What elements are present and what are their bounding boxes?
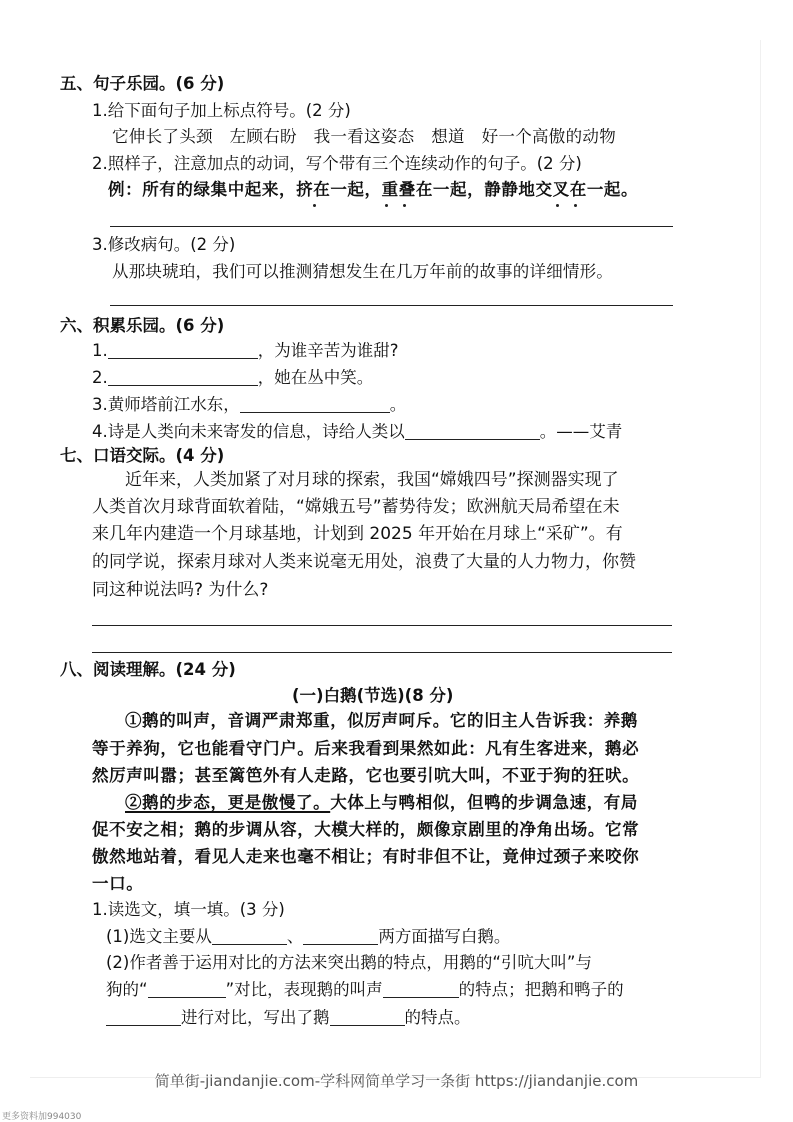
s7-paragraph-line: 同这种说法吗? 为什么? bbox=[92, 580, 269, 600]
emphasis-dot bbox=[385, 204, 388, 207]
s7-paragraph-line: 近年来，人类加紧了对月球的探索，我国“嫦娥四号”探测器实现了 bbox=[125, 470, 619, 490]
answer-line[interactable] bbox=[110, 305, 673, 306]
s5-q1-text: 它伸长了头颈 左顾右盼 我一看这姿态 想道 好一个高傲的动物 bbox=[112, 127, 616, 146]
s6-item-3 bbox=[92, 395, 406, 415]
section-7-heading: 七、口语交际。(4 分) bbox=[60, 446, 225, 465]
emphasis-dot bbox=[574, 204, 577, 207]
passage-line: 等于养狗，它也能看守门户。后来我看到果然如此：凡有生客进来，鹅必 bbox=[92, 739, 640, 758]
underlined-sentence: ②鹅的步态，更是傲慢了。 bbox=[125, 793, 331, 812]
s5-q2-example bbox=[108, 180, 638, 200]
passage-line bbox=[125, 793, 638, 813]
item-text: ，她在丛中笑。 bbox=[257, 368, 374, 387]
emphasis-dot bbox=[313, 204, 316, 207]
example-part: 在一起。 bbox=[569, 180, 639, 199]
item-number: 2. bbox=[92, 368, 108, 387]
example-part: 例：所有的绿集中起来， bbox=[108, 180, 297, 199]
passage-title: (一)白鹅(节选)(8 分) bbox=[292, 686, 454, 705]
corner-note: 更多资料加994030 bbox=[2, 1112, 82, 1122]
q-text: 两方面描写白鹅。 bbox=[378, 927, 511, 946]
section-8-heading: 八、阅读理解。(24 分) bbox=[60, 660, 236, 679]
item-text: 。——艾青 bbox=[539, 422, 623, 441]
example-dotted-verb: 交叉 bbox=[535, 180, 570, 199]
item-text: 。 bbox=[389, 395, 407, 414]
fill-blank[interactable] bbox=[330, 1009, 405, 1026]
s5-q3: 3.修改病句。(2 分) bbox=[92, 235, 236, 254]
fill-blank[interactable] bbox=[303, 928, 378, 945]
passage-line: 然厉声叫嚣；甚至篱笆外有人走路，它也要引吭大叫，不亚于狗的狂吠。 bbox=[92, 766, 640, 785]
passage-line: 一口。 bbox=[92, 874, 144, 893]
s7-paragraph-line: 来几年内建造一个月球基地，计划到 2025 年开始在月球上“采矿”。有 bbox=[92, 524, 623, 544]
q-text: (1)选文主要从 bbox=[106, 927, 212, 946]
s6-item-2 bbox=[92, 368, 373, 388]
s8-q1: 1.读选文，填一填。(3 分) bbox=[92, 900, 285, 919]
example-part: 在一起， bbox=[313, 180, 382, 199]
section-5-heading: 五、句子乐园。(6 分) bbox=[60, 74, 225, 93]
fill-blank[interactable] bbox=[212, 928, 287, 945]
fill-blank[interactable] bbox=[148, 981, 226, 998]
fill-blank[interactable] bbox=[106, 1009, 181, 1026]
example-dotted-verb: 挤 bbox=[296, 180, 314, 199]
passage-line: 促不安之相；鹅的步调从容，大模大样的，颇像京剧里的净角出场。它常 bbox=[92, 820, 640, 839]
passage-line: 傲然地站着，看见人走来也毫不相让；有时非但不让，竟伸过颈子来咬你 bbox=[92, 847, 640, 866]
passage-text: 大体上与鸭相似，但鸭的步调急速，有局 bbox=[330, 793, 639, 812]
s7-paragraph-line: 的同学说，探索月球对人类来说毫无用处，浪费了大量的人力物力，你赞 bbox=[92, 552, 636, 572]
answer-line[interactable] bbox=[92, 625, 672, 626]
item-text: 4.诗是人类向未来寄发的信息，诗给人类以 bbox=[92, 422, 405, 441]
example-part: 在一起，静静地 bbox=[415, 180, 536, 199]
s8-q1-part1 bbox=[106, 927, 510, 947]
section-6-heading: 六、积累乐园。(6 分) bbox=[60, 316, 225, 335]
s8-q1-part2-end bbox=[106, 1008, 471, 1028]
s5-q2: 2.照样子，注意加点的动词，写个带有三个连续动作的句子。(2 分) bbox=[92, 154, 582, 173]
item-text: 3.黄师塔前江水东， bbox=[92, 395, 240, 414]
q-text: 的特点；把鹅和鸭子的 bbox=[458, 980, 624, 999]
s8-q1-part2-cont bbox=[106, 980, 624, 1000]
footer-watermark: 简单街-jiandanjie.com-学科网简单学习一条街 https://jiandanjie.com bbox=[154, 1072, 639, 1090]
s8-q1-part2: (2)作者善于运用对比的方法来突出鹅的特点，用鹅的“引吭大叫”与 bbox=[106, 953, 592, 972]
q-text: 进行对比，写出了鹅 bbox=[181, 1008, 330, 1027]
item-number: 1. bbox=[92, 341, 108, 360]
fill-blank[interactable] bbox=[405, 423, 540, 440]
answer-line[interactable] bbox=[92, 652, 672, 653]
emphasis-dot bbox=[403, 204, 406, 207]
emphasis-dot bbox=[556, 204, 559, 207]
fill-blank[interactable] bbox=[240, 396, 390, 413]
s6-item-4 bbox=[92, 422, 622, 442]
fill-blank[interactable] bbox=[383, 981, 459, 998]
q-text: 狗的“ bbox=[106, 980, 148, 999]
fill-blank[interactable] bbox=[108, 369, 258, 386]
example-dotted-verb: 重叠 bbox=[381, 180, 416, 199]
fill-blank[interactable] bbox=[108, 342, 258, 359]
q-text: ”对比，表现鹅的叫声 bbox=[225, 980, 383, 999]
s7-paragraph-line: 人类首次月球背面软着陆，“嫦娥五号”蓄势待发；欧洲航天局希望在未 bbox=[92, 497, 620, 517]
s5-q3-text: 从那块琥珀，我们可以推测猜想发生在几万年前的故事的详细情形。 bbox=[112, 262, 613, 281]
s5-q1: 1.给下面句子加上标点符号。(2 分) bbox=[92, 101, 351, 120]
answer-line[interactable] bbox=[110, 226, 673, 227]
s6-item-1 bbox=[92, 341, 399, 361]
q-text: 的特点。 bbox=[404, 1008, 471, 1027]
item-text: ，为谁辛苦为谁甜? bbox=[257, 341, 399, 360]
page-edge bbox=[760, 40, 761, 1078]
passage-line: ①鹅的叫声，音调严肃郑重，似厉声呵斥。它的旧主人告诉我：养鹅 bbox=[125, 711, 638, 730]
q-text: 、 bbox=[286, 927, 304, 946]
